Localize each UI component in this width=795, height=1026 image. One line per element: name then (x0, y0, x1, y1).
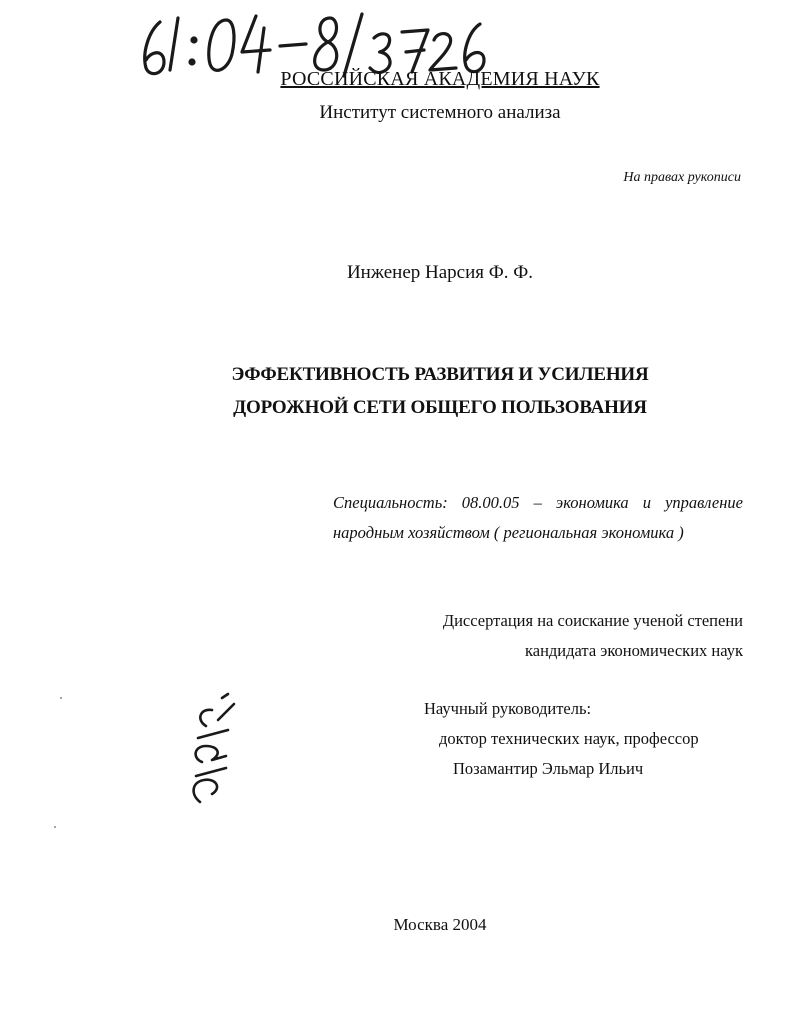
supervisor-name: Позамантир Эльмар Ильич (453, 759, 644, 778)
margin-mark (54, 826, 56, 828)
dissertation-line-1: Диссертация на соискание ученой степени (442, 611, 743, 630)
supervisor-label: Научный руководитель: (424, 699, 592, 718)
supervisor-degree: доктор технических наук, профессор (439, 729, 699, 748)
dissertation-degree-block (443, 606, 743, 666)
dissertation-title-line-2: ДОРОЖНОЙ СЕТИ ОБЩЕГО ПОЛЬЗОВАНИЯ (233, 397, 647, 418)
specialty-block (333, 488, 743, 548)
specialty-line-1: Специальность: 08.00.05 – экономика и управление (333, 493, 743, 512)
specialty-line-2: народным хозяйством ( региональная экономика ) (333, 523, 684, 542)
dissertation-line-2: кандидата экономических наук (524, 641, 743, 660)
manuscript-rights-note: На правах рукописи (623, 170, 741, 185)
handwritten-signature (182, 690, 244, 814)
margin-mark (60, 697, 62, 699)
city-and-year: Москва 2004 (393, 915, 487, 934)
dissertation-title-line-1: ЭФФЕКТИВНОСТЬ РАЗВИТИЯ И УСИЛЕНИЯ (231, 364, 649, 385)
academy-name: РОССИЙСКАЯ АКАДЕМИЯ НАУК (280, 68, 600, 90)
supervisor-block (424, 694, 699, 784)
author-name: Инженер Нарсия Ф. Ф. (346, 262, 534, 283)
institute-name: Институт системного анализа (319, 102, 561, 123)
